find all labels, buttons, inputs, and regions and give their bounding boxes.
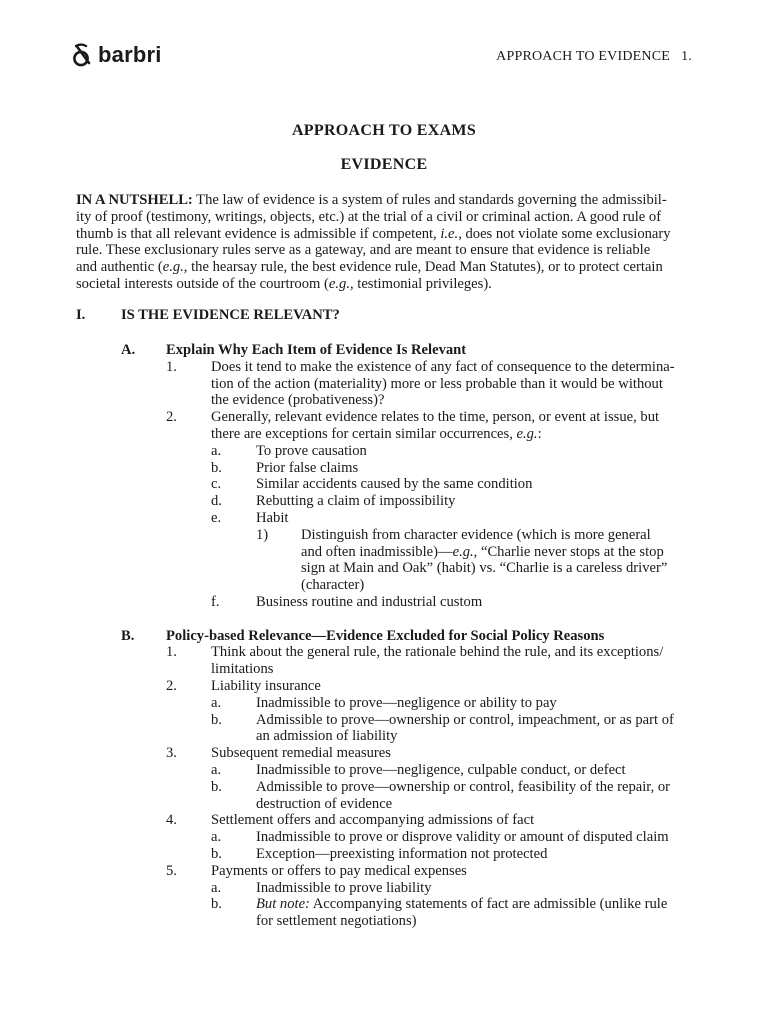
outline-text: Does it tend to make the existence of any fact of consequence to the determina- [211,358,675,375]
outline-text: there are exceptions for certain similar occurrences, e.g.: [211,426,542,442]
outline-row [76,796,692,813]
outline-row [76,493,692,510]
brand-logo [72,42,162,68]
outline-text: destruction of evidence [256,795,393,812]
outline-number: b. [211,896,222,913]
outline-number: a. [211,694,222,711]
outline-row [76,359,692,376]
running-head: APPROACH TO EVIDENCE 1. [496,49,692,64]
outline-text: sign at Main and Oak” (habit) vs. “Charlie is a careless driver” [301,560,668,577]
outline-row [76,594,692,611]
outline-number: 2. [166,409,177,426]
outline-text: for settlement negotiations) [256,913,417,930]
outline-text: Inadmissible to prove or disprove validity or amount of disputed claim [256,829,669,846]
nutshell-text: The law of evidence is a system of rules and standards governing the admissibil- [192,192,667,208]
outline-number: 3. [166,745,177,762]
nutshell-label: IN A NUTSHELL: [76,192,193,208]
outline-row [76,392,692,409]
outline-text: Subsequent remedial measures [211,745,391,762]
outline-text: Policy-based Relevance—Evidence Excluded for Social Policy Reasons [166,627,605,644]
nutshell-line-3: thumb is that all relevant evidence is admissible if competent, i.e., does not violate some exclusionary [76,225,671,242]
outline-number: b. [211,711,222,728]
outline-text: Inadmissible to prove—negligence or ability to pay [256,694,557,711]
outline-text: Exception—preexisting information not protected [256,846,548,862]
outline-row [76,476,692,493]
outline-row [76,728,692,745]
outline-row [76,527,692,544]
outline-number: b. [211,778,222,795]
outline-text: Admissible to prove—ownership or control, feasibility of the repair, or [256,778,671,795]
nutshell-line-6: societal interests outside of the courtroom (e.g., testimonial privileges). [76,275,492,292]
logo-text: barbri [98,42,162,67]
page-subtitle: EVIDENCE [340,156,428,173]
outline-text: Settlement offers and accompanying admissions of fact [211,812,535,829]
outline-row [76,443,692,460]
outline-row [76,896,692,913]
outline-row [76,510,692,527]
outline-row [76,409,692,426]
outline-text: Similar accidents caused by the same condition [256,476,533,493]
outline-row [76,745,692,762]
outline-text: limitations [211,661,274,678]
outline-row [76,913,692,930]
outline-text: Explain Why Each Item of Evidence Is Relevant [166,342,467,358]
outline-text: Business routine and industrial custom [256,594,483,610]
outline-number: a. [211,879,222,896]
outline-row [76,577,692,594]
outline-row [76,863,692,880]
outline-number: a. [211,829,222,846]
outline-text: and often inadmissible)—e.g., “Charlie never stops at the stop [301,543,664,560]
page-title: APPROACH TO EXAMS [291,122,477,139]
outline-text: Distinguish from character evidence (which is more general [301,526,651,543]
outline-text: (character) [301,577,365,594]
outline-row [76,661,692,678]
outline-number: 1) [256,526,269,543]
outline-text: Payments or offers to pay medical expenses [211,862,467,879]
outline-number: c. [211,476,222,493]
outline-text: Prior false claims [256,459,359,476]
outline-text: an admission of liability [256,728,398,745]
nutshell-paragraph [76,192,692,293]
outline-number: b. [211,459,222,476]
outline-number: A. [121,342,136,358]
outline-row [76,829,692,846]
outline-number: 1. [166,644,177,661]
barbri-logo-icon [72,42,94,68]
outline-italic-prefix: But note: [256,896,310,913]
outline-row [76,880,692,897]
outline-row [76,342,692,359]
outline-text: Admissible to prove—ownership or control, impeachment, or as part of [256,711,674,728]
outline-number: 4. [166,812,177,829]
outline-text: Inadmissible to prove liability [256,879,432,896]
outline-number: 1. [166,358,177,375]
outline-text: the evidence (probativeness)? [211,392,385,409]
section-number: I. [76,307,86,323]
outline-row [76,812,692,829]
outline-row [76,678,692,695]
outline-text: Inadmissible to prove—negligence, culpable conduct, or defect [256,762,626,778]
outline-text: Rebutting a claim of impossibility [256,493,456,510]
outline-text-rest: Accompanying statements of fact are admissible (unlike rule [309,896,668,913]
outline-row [76,695,692,712]
nutshell-line-5: and authentic (e.g., the hearsay rule, the best evidence rule, Dead Man Statutes), or to protect certain [76,259,663,276]
outline-number: d. [211,493,222,510]
outline-row [76,376,692,393]
outline-row [76,846,692,863]
outline-row [76,644,692,661]
outline-text: Habit [256,510,289,526]
outline-row [76,762,692,779]
outline-row [76,460,692,477]
outline-text [256,896,667,913]
outline-text: tion of the action (materiality) more or less probable than it would be without [211,375,663,392]
outline-text: Liability insurance [211,678,321,694]
outline-row [76,426,692,443]
section-heading: IS THE EVIDENCE RELEVANT? [121,307,340,323]
outline-text: To prove causation [256,442,367,459]
outline-row [76,712,692,729]
outline-row [76,560,692,577]
outline-text: Generally, relevant evidence relates to the time, person, or event at issue, but [211,409,660,426]
outline-row [76,544,692,561]
outline-row [76,779,692,796]
outline-number: 2. [166,678,177,694]
outline-number: 5. [166,862,177,879]
outline-text: Think about the general rule, the rationale behind the rule, and its exceptions/ [211,644,664,661]
outline-number: a. [211,442,222,459]
outline-row [76,628,692,645]
outline-number: e. [211,510,222,526]
outline-number: B. [121,627,135,644]
nutshell-line-4: rule. These exclusionary rules serve as a gateway, and are meant to ensure that evidence is reliable [76,242,651,259]
outline-number: a. [211,762,222,778]
nutshell-line-1 [76,192,692,209]
outline-number: b. [211,846,222,862]
outline-number: f. [211,594,220,610]
nutshell-line-2: ity of proof (testimony, writings, objects, etc.) at the trial of a civil or criminal action. A good rule of [76,208,662,225]
